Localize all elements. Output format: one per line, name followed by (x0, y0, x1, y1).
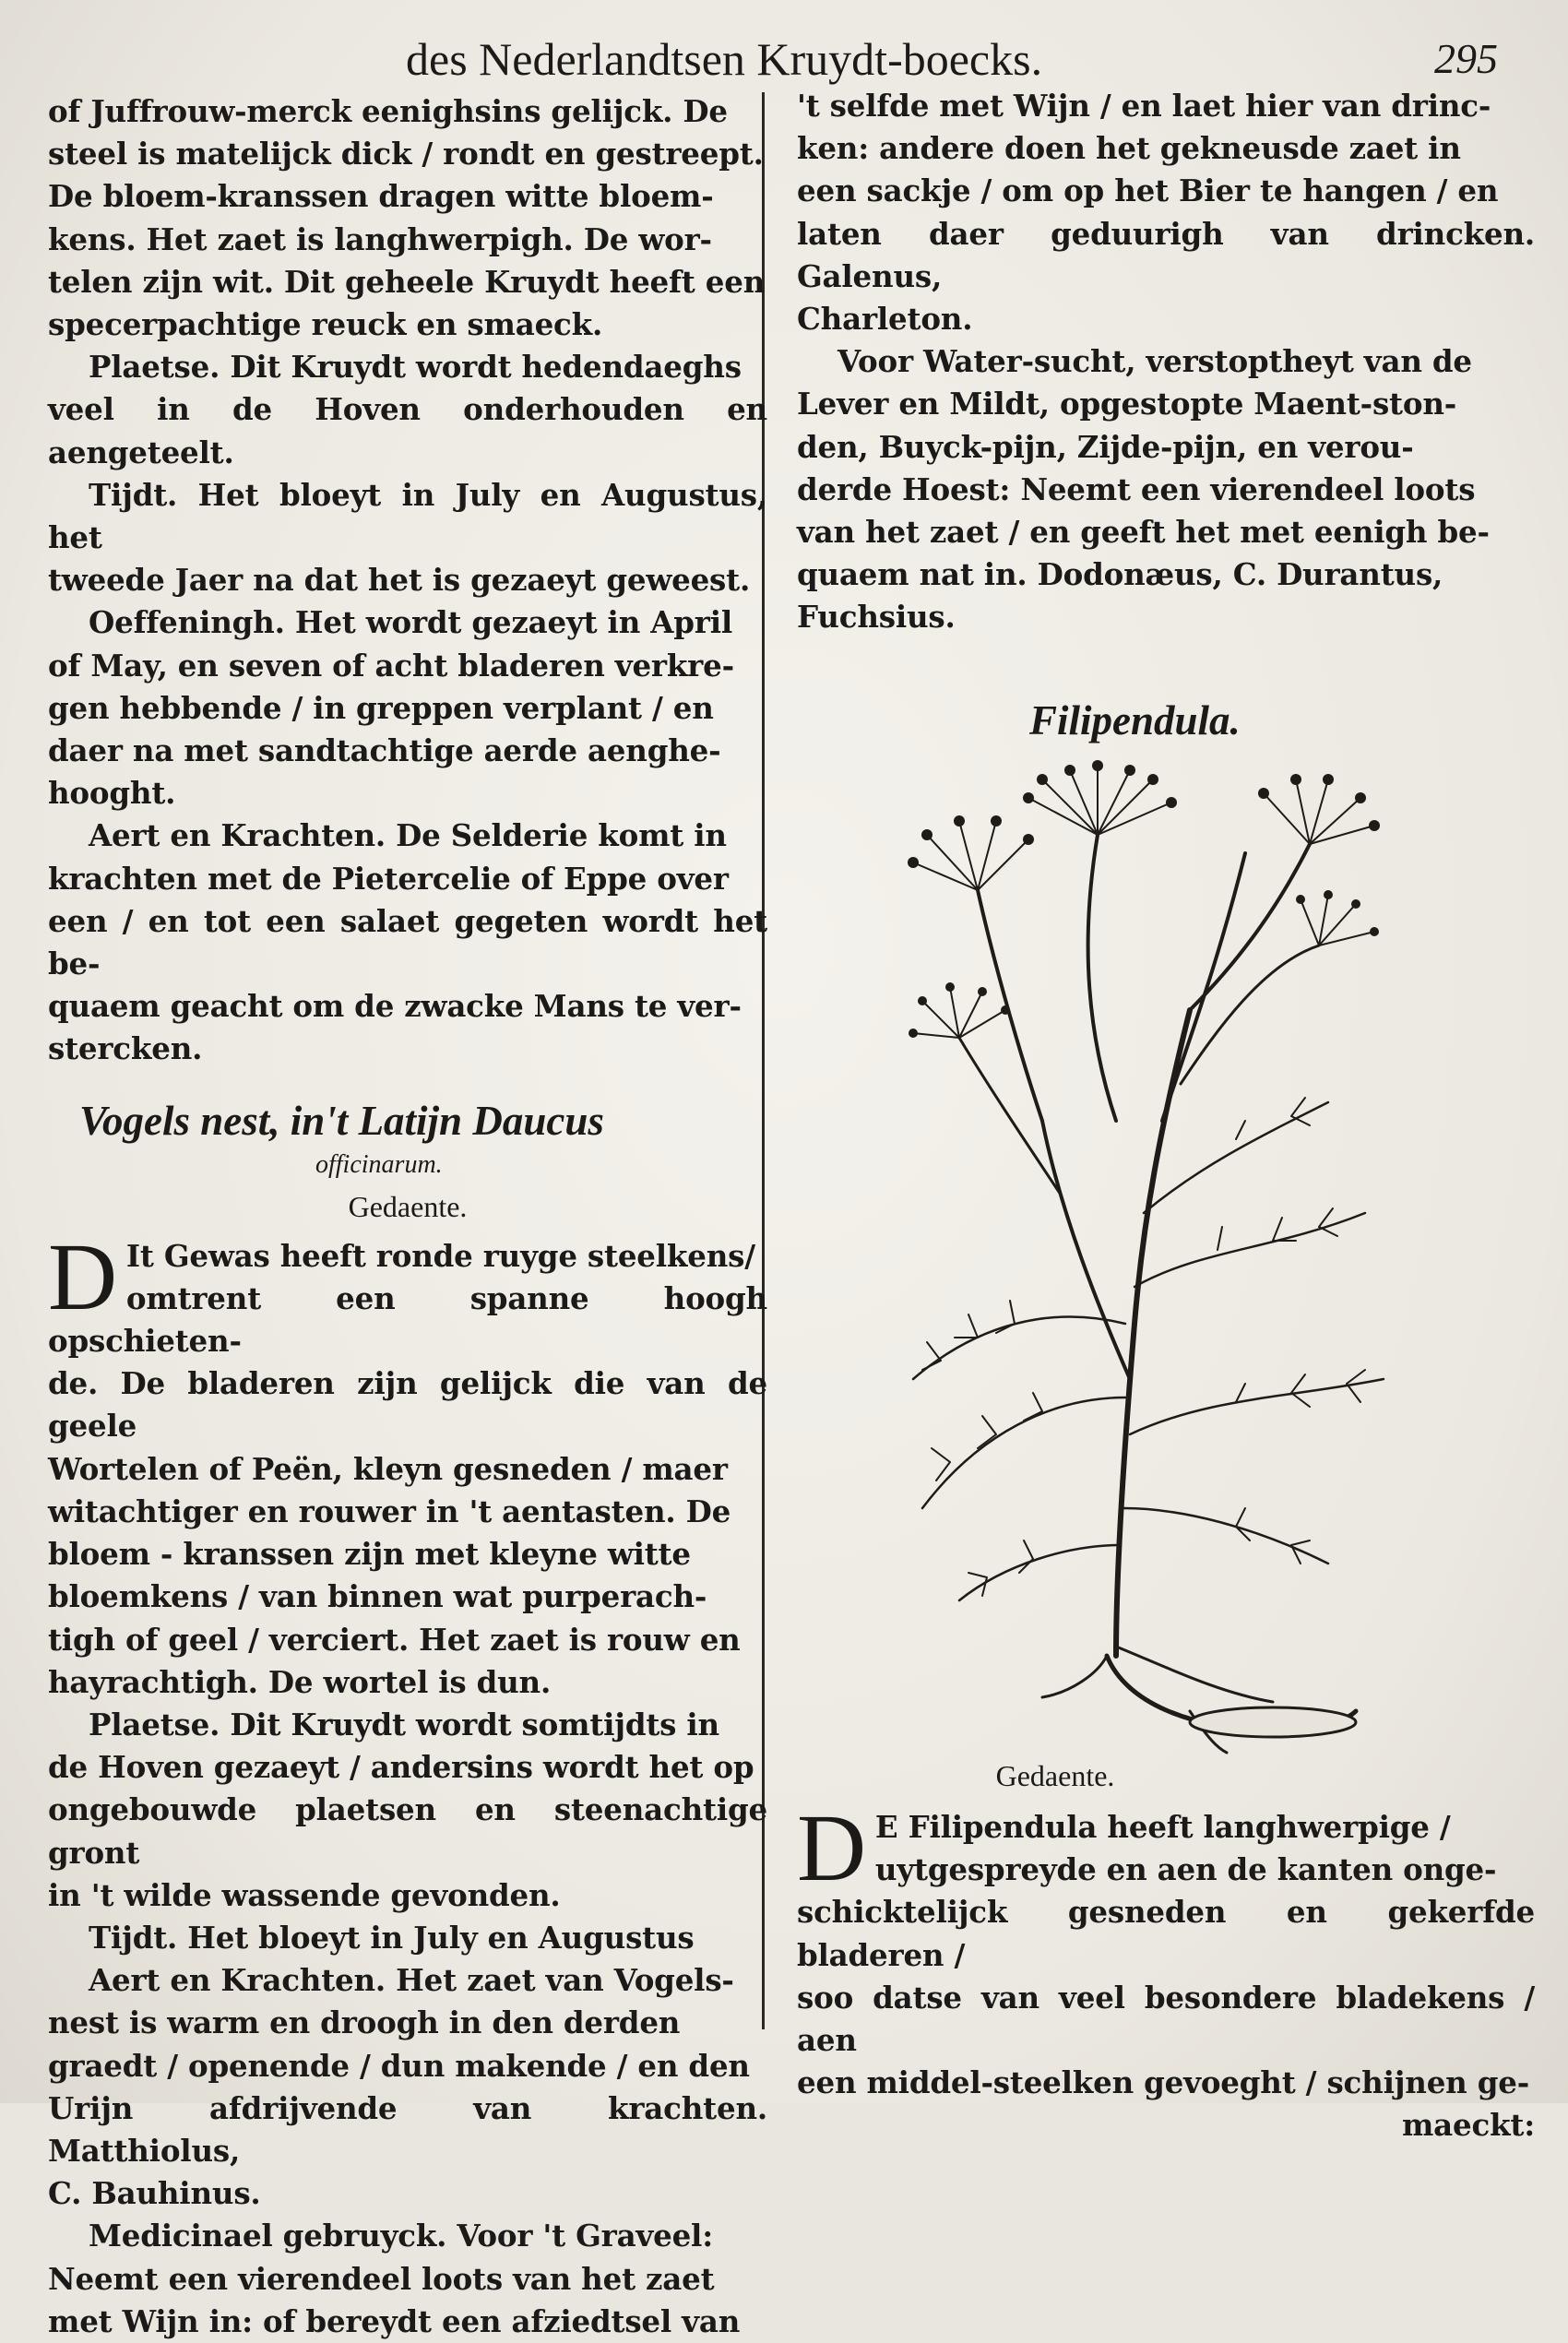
section-title-filipendula: Filipendula. (1029, 696, 1241, 743)
text-line: kens. Het zaet is langhwerpigh. De wor- (48, 220, 712, 257)
text-line: quaem geacht om de zwacke Mans te ver- (48, 988, 742, 1025)
text-line: daer na met sandtachtige aerde aenghe- (48, 732, 721, 769)
text-line: It Gewas heeft ronde ruyge steelkens/ (125, 1237, 755, 1274)
text-line: Neemt een vierendeel loots van het zaet (48, 2260, 715, 2297)
paragraph-plaetse-2 (48, 1704, 767, 1917)
text-line: Fuchsius. (797, 599, 956, 636)
paragraph-continued (797, 85, 1535, 340)
text-line: specerpachtige reuck en smaeck. (48, 306, 603, 343)
text-line: van het zaet / en geeft het met eenigh be- (797, 514, 1490, 551)
right-column-lower (797, 1753, 1535, 2147)
text-line: tigh of geel / verciert. Het zaet is rouw en (48, 1621, 741, 1658)
text-line: De bloem-kranssen dragen witte bloem- (48, 178, 714, 215)
text-line: uytgespreyde en aen de kanten onge- (874, 1851, 1497, 1888)
text-line: krachten met de Pietercelie of Eppe over (48, 860, 729, 897)
text-line: derde Hoest: Neemt een vierendeel loots (797, 470, 1476, 507)
text-line: witachtiger en rouwer in 't aentasten. De (48, 1493, 731, 1529)
paragraph-water-sucht (797, 340, 1535, 638)
text-line: schicktelijck gesneden en gekerfde bladeren / (797, 1894, 1535, 1973)
paragraph-gedaente (48, 1223, 767, 1704)
text-line: of Juffrouw-merck eenighsins gelijck. De (48, 93, 728, 129)
text-line: steel is matelijck dick / rondt en gestreept. (48, 136, 764, 172)
text-line: hooght. (48, 775, 176, 812)
text-line: laten daer geduurigh van drincken. Galenus, (797, 215, 1535, 294)
text-line: Voor Water-sucht, verstoptheyt van de (837, 343, 1472, 380)
section-title-vogels-nest: Vogels nest, in't Latijn Daucus (79, 1097, 604, 1144)
text-line: Oeffeningh. Het wordt gezaeyt in April (89, 604, 733, 641)
text-line: of May, en seven of acht bladeren verkre- (48, 647, 734, 684)
paragraph-tijdt-2 (48, 1917, 767, 1959)
filipendula-woodcut-illustration (885, 733, 1430, 1757)
text-line: tweede Jaer na dat het is gezaeyt geweest. (48, 562, 751, 599)
running-head (0, 26, 1568, 92)
text-line: Lever en Mildt, opgestopte Maent-ston- (797, 386, 1457, 422)
running-title: des Nederlandtsen Kruydt-boecks. (406, 33, 1043, 85)
text-line: omtrent een spanne hoogh opschieten- (48, 1279, 767, 1360)
text-line: ongebouwde plaetsen en steenachtige gront (48, 1791, 767, 1871)
text-line: veel in de Hoven onderhouden en aengeteelt. (48, 391, 767, 470)
text-line: 't selfde met Wijn / en laet hier van drinc- (797, 88, 1491, 124)
gedaente-label: Gedaente. (348, 1189, 468, 1223)
paragraph-filipendula-gedaente (797, 1795, 1535, 2147)
text-line: C. Bauhinus. (48, 2175, 261, 2212)
text-line: Tijdt. Het bloeyt in July en Augustus, het (48, 476, 767, 556)
text-line: een sackje / om op het Bier te hangen / en (797, 172, 1499, 209)
drop-cap: D (48, 1223, 117, 1330)
text-line: bloem - kranssen zijn met kleyne witte (48, 1536, 691, 1573)
text-line: Wortelen of Peën, kleyn gesneden / maer (48, 1450, 728, 1487)
text-line: met Wijn in: of bereydt een afziedtsel van (48, 2302, 741, 2339)
text-line: in 't wilde wassende gevonden. (48, 1876, 561, 1913)
paragraph-medicinael (48, 2215, 767, 2343)
text-line: Medicinael gebruyck. Voor 't Graveel: (89, 2218, 714, 2254)
drop-cap: D (797, 1795, 866, 1901)
paragraph-aert-en-krachten (48, 815, 767, 1070)
text-line: E Filipendula heeft langhwerpige / (874, 1809, 1451, 1845)
text-line: den, Buyck-pijn, Zijde-pijn, en verou- (797, 428, 1414, 465)
text-line: de. De bladeren zijn gelijck die van de geele (48, 1365, 767, 1445)
paragraph-oeffeningh (48, 601, 767, 815)
text-line: gen hebbende / in greppen verplant / en (48, 689, 714, 726)
left-column (48, 90, 767, 2343)
paragraph-plaetse (48, 346, 767, 474)
text-line: Charleton. (797, 301, 973, 338)
text-line: ken: andere doen het gekneusde zaet in (797, 130, 1461, 167)
text-line: graedt / openende / dun makende / en den (48, 2047, 750, 2084)
text-line: een middel-steelken gevoeght / schijnen ge- (797, 2064, 1530, 2101)
text-line: Aert en Krachten. Het zaet van Vogels- (89, 1962, 734, 1999)
text-line: Tijdt. Het bloeyt in July en Augustus (89, 1919, 695, 1956)
text-line: Aert en Krachten. De Selderie komt in (89, 817, 727, 854)
right-column (797, 85, 1535, 746)
text-line: bloemkens / van binnen wat purperach- (48, 1578, 707, 1615)
page-number: 295 (1434, 35, 1498, 82)
text-line: nest is warm en droogh in den derden (48, 2004, 681, 2041)
text-line: de Hoven gezaeyt / andersins wordt het op (48, 1749, 754, 1786)
text-line: Urijn afdrijvende van krachten. Matthiolus, (48, 2089, 767, 2169)
figure-caption-gedaente: Gedaente. (995, 1759, 1115, 1792)
text-line: Plaetse. Dit Kruydt wordt somtijdts in (89, 1706, 719, 1742)
text-line: hayrachtigh. De wortel is dun. (48, 1663, 552, 1700)
paragraph-description (48, 90, 767, 346)
text-line: een / en tot een salaet gegeten wordt het be- (48, 902, 767, 982)
paragraph-tijdt (48, 474, 767, 602)
paragraph-aert-2 (48, 1959, 767, 2215)
text-line: stercken. (48, 1030, 203, 1067)
section-subtitle: officinarum. (315, 1149, 443, 1179)
catchword: maeckt: (1401, 2107, 1535, 2144)
text-line: telen zijn wit. Dit geheele Kruydt heeft een (48, 263, 766, 300)
text-line: soo datse van veel besondere bladekens / aen (797, 1979, 1535, 2059)
text-line: quaem nat in. Dodonæus, C. Durantus, (797, 556, 1443, 593)
text-line: Plaetse. Dit Kruydt wordt hedendaeghs (89, 349, 742, 386)
